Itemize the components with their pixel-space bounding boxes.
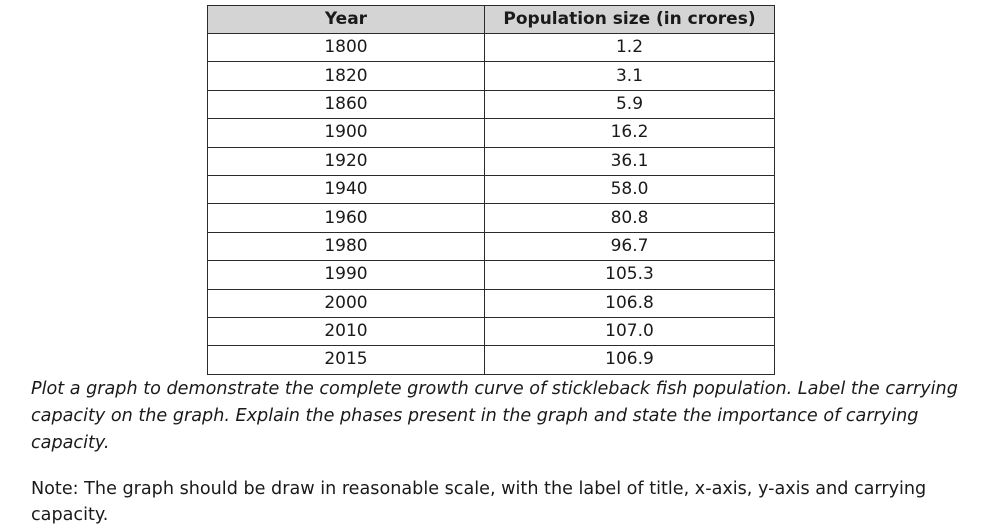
population-cell: 106.9	[485, 346, 775, 374]
year-cell: 1920	[208, 147, 485, 175]
year-cell: 1990	[208, 261, 485, 289]
year-cell: 1900	[208, 119, 485, 147]
table-row	[208, 147, 775, 175]
year-cell: 1800	[208, 34, 485, 62]
population-cell: 105.3	[485, 261, 775, 289]
population-cell: 107.0	[485, 317, 775, 345]
table-row	[208, 232, 775, 260]
population-cell: 106.8	[485, 289, 775, 317]
population-table	[207, 5, 775, 375]
table-body	[208, 34, 775, 375]
table-row	[208, 317, 775, 345]
year-cell: 1940	[208, 175, 485, 203]
table-row	[208, 34, 775, 62]
table-header-row	[208, 6, 775, 34]
table-row	[208, 289, 775, 317]
population-cell: 36.1	[485, 147, 775, 175]
question-text: Plot a graph to demonstrate the complete growth curve of stickleback fish population. Label the carrying capacity on the graph. Explain the phases present in the graph and state the importance of carrying capacity.	[31, 379, 958, 453]
population-cell: 16.2	[485, 119, 775, 147]
year-cell: 1980	[208, 232, 485, 260]
table-row	[208, 62, 775, 90]
year-cell: 1820	[208, 62, 485, 90]
year-cell: 2010	[208, 317, 485, 345]
table-row	[208, 204, 775, 232]
year-cell: 2015	[208, 346, 485, 374]
population-column-header: Population size (in crores)	[485, 6, 775, 34]
population-cell: 80.8	[485, 204, 775, 232]
year-cell: 1960	[208, 204, 485, 232]
note-text: Note: The graph should be draw in reasonable scale, with the label of title, x-axis, y-axis and carrying capacity.	[31, 479, 927, 525]
population-cell: 5.9	[485, 90, 775, 118]
population-cell: 96.7	[485, 232, 775, 260]
year-column-header: Year	[208, 6, 485, 34]
population-cell: 58.0	[485, 175, 775, 203]
table-row	[208, 90, 775, 118]
year-cell: 2000	[208, 289, 485, 317]
year-cell: 1860	[208, 90, 485, 118]
table-row	[208, 175, 775, 203]
population-cell: 1.2	[485, 34, 775, 62]
table-row	[208, 119, 775, 147]
table-row	[208, 346, 775, 374]
population-cell: 3.1	[485, 62, 775, 90]
table-row	[208, 261, 775, 289]
